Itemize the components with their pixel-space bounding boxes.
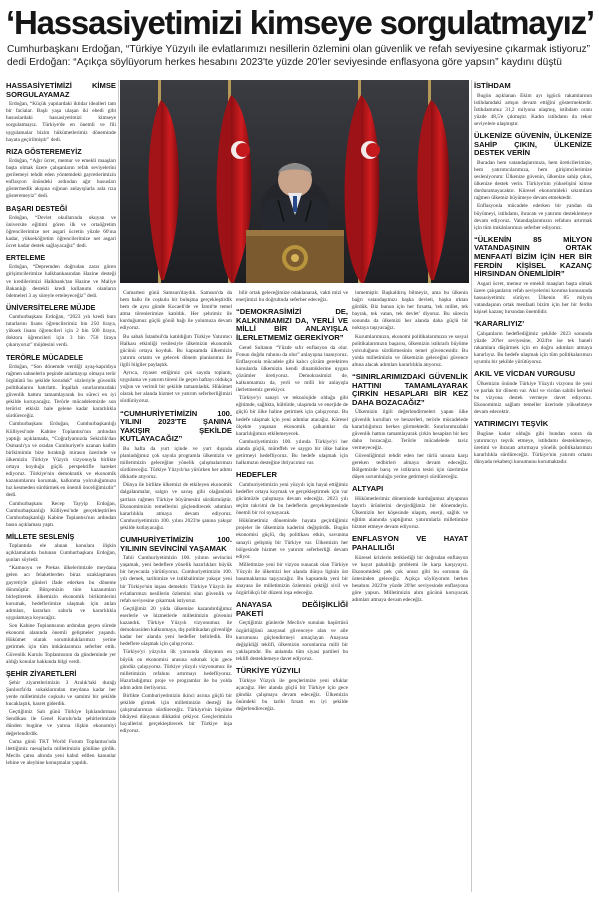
subheading: “CUMHURİYETİMİZİN 100. YILINI 2023'TE ŞANINA YAKIŞIR ŞEKİLDE KUTLAYACAĞIZ” — [120, 408, 232, 444]
subheading: YATIRIMCIYI TEŞVİK — [474, 419, 549, 429]
column-rule — [471, 80, 472, 892]
subheading: ANAYASA DEĞİŞİKLİĞİ PAKETİ — [236, 600, 348, 618]
paragraph: Erdoğan, “Devlet okullarında okuyan ve üniversite eğitimi gören ilk ve ortaöğretim öğrencilerimize net asgari ücretin yüzde 60'ına kadar, yükseköğretim öğrencilerimize net asgari ücret kadar destek sağlayacağız” dedi. — [6, 214, 116, 250]
paragraph: Dünya ile birlikte ülkemizi de etkileyen ekonomik dalgalanmalar, salgın ve savaş gibi olağanüstü şartlara rağmen Türkiye büyümesini sürdürmüştür. Ekonomimizin temellerini güçlendirecek adımları kararlılıkla atmaya devam ediyoruz. Cumhuriyetimizin 100. yılını 2023'te şanına yakışır şekilde kutlayacağız. — [120, 482, 232, 531]
subheading: HASSASİYETİMİZİ KİMSE SORGULAYAMAZ — [6, 81, 116, 99]
paragraph: Güvenliğimizi tehdit eden her türlü unsura karşı gereken tedbirleri almaya devam edeceğiz. Bölgemizde barış ve istikrarın tesisi için üzerimize düşen sorumluluğu yerine getirmeyi sürdüreceğiz. — [352, 452, 468, 481]
paragraph: Ülkemizin ilgili değerlendirmeleri yapan ülke güvenlik kurulları ve benzerleri, terörle mücadelede kararlılığımızı herkes görmektedir. Sınırlarımızdaki güvenlik hattını tamamlayarak çirkin hesapları bir kez daha bozacağız. Terörle mücadelede taviz vermeyeceğiz. — [352, 409, 468, 451]
paragraph: bilir ortak geleceğimize odaklanarak, vakti mizi ve enerjimizi bu doğrultuda seferber edeceğiz. — [236, 290, 348, 304]
paragraph: Birlikte Cumhuriyetimizin ikinci asrına güçlü bir şekilde girmek için milletimizin desteği ile çalışmalarımızı sürdüreceğiz. Türkiye'nin büyüme hikâyesi dünyanın dikkatini çekiyor. Gençlerimizin hayallerini gerçekleştirecek bir Türkiye inşa ediyoruz. — [120, 692, 232, 735]
photo-illustration — [120, 80, 469, 283]
paragraph: Toplantıda ele alınan konulara ilişkin açıklamalarda bulunan Cumhurbaşkanı Erdoğan, şunları söyledi: — [6, 543, 116, 564]
article-column-3 — [236, 290, 348, 892]
paragraph: Erdoğan, “Son dönemde verdiği ayaş-kapıldıya rağmen sahnelerin peşinde anlamayışı olmaya terör örgütünü bu şekilde koruduk” sözleriyle güvenlik politikalarını hatırlattı. İnşallah sınırlarımızdaki güvenlik hattını tamamlayarak bu süreci en iyi şekilde koruyacağız. Terörle mücadelemizde son terörist etkisiz hale gelene kadar kararlılıkla sürdüreceğiz. — [6, 363, 116, 420]
paragraph: Asgari ücret, memur ve emekli maaşları başta olmak üzere çalışanların refah seviyelerini koruma konusunda hassasiyetimiz sürüyor. Ülkenin 85 milyon vatandaşının ortak menfaati bizim için her bir ferdin kişisel kazanç hırsından önemlidir. — [474, 280, 592, 316]
paragraph: Türkiye Yüzyılı ile gençlerimize yeni ufuklar açacağız. Her alanda güçlü bir Türkiye için gece gündüz çalışmaya devam edeceğiz. Ülkemizin önündeki bu tarihi fırsatı en iyi şekilde değerlendireceğiz. — [236, 677, 348, 712]
subheading: RIZA GÖSTEREMEYİZ — [6, 146, 82, 156]
subheading: MİLLETE SESLENİŞ — [6, 531, 75, 541]
paragraph: Ülkemizin önünde Türkiye Yüzyılı vizyonu ile yeni ve parlak bir dönem var. Akıl ve vicdan sahibi herkesi bu vizyona destek vermeye davet ediyoruz. Ekonomimiz sağlam temeller üzerinde yükselmeye devam edecektir. — [474, 380, 592, 416]
subheading: TERÖRLE MÜCADELE — [6, 352, 84, 362]
subheading: HEDEFLER — [236, 470, 277, 480]
paragraph: Enflasyonla mücadele ederken bir yandan da büyümeyi, istihdamı, ihracatı ve yatırımı desteklemeye devam ediyoruz. Vatandaşlarımızın refahını artırmak için tüm imkânlarımızı seferber ediyoruz. — [474, 203, 592, 231]
paragraph: Genel Sultanın “Yüzde sıfır enflasyon da olur. Fonun doğdu ruhunu da olur” anlayışına inanıyoruz. Enflasyonla mücadele gibi kalıcı çözüm gerektiren konularda ülkemizin kendi dinamiklerine uygun çözümler üretiyoruz. Demokrasimizi de, kalkınmamızı da, yerli ve milli bir anlayışla ilerletmemiz gerekiyor. — [236, 344, 348, 394]
paragraph: Hükümetimiz döneminde hayata geçirdiğimiz projeler ile ülkemizin kaderini değiştirdik. Bugün ekonomisi güçlü, dış politikası etkin, savunma sanayii gelişmiş bir Türkiye var. Ülkemizin her bölgesinde hizmet ve yatırım seferberliği devam ediyor. — [236, 518, 348, 560]
paragraph: Cumartesi günü Samsun'daydık. Samsun'da da hem halkı ile coşkulu bir buluşma gerçekleştirdik hem de aynı günde Kocaeli'de ve İzmit'te temel atma törenlerimize katıldık. Her şehrimiz ile kurduğumuz güçlü gönül bağı ile yolumuza devam ediyoruz. — [120, 290, 232, 332]
paragraph: Erdoğan, “Depremden doğrudan zarar gören girişimcilerimize halkbankasından Hazine desteği ve kredilerimizi Halkbank'tan Hazine ve Maliye Bakanlığı destekli kredi kullanımı olanların ödemeleri 3 ay süreyle erteleyeceğiz” dedi. — [6, 264, 116, 299]
paragraph: Geçtiğimiz Salı günü Türkiye Işıklandırması Sendikası ile Genel Kurulu'nda şehirlerimizde dünden bugüne ve yarına ilişkin ekonomiyi değerlendirdik. — [6, 709, 116, 737]
paragraph: Küresel krizlerin tetiklediği bir doğrudan enflasyon ve hayat pahalılığı problemi ile karşı karşıyayız. Ekonomideki pek çok unsur gibi bu sorunun da üstesinden geleceğiz. Açıkça söylüyorum herkes hesabını 2023'te yüzde 20'ler seviyesinde enflasyona göre yapsın. Milletimizin alım gücünü koruyacak adımları atmaya devam edeceğiz. — [352, 554, 468, 604]
deck-text: Cumhurbaşkanı Erdoğan, “Türkiye Yüzyılı ile evlatlarımızı nesillerin özlemini olan güvenlik ve refah seviyesine çıkarmak istiyoruz” dedi Erdoğan: “Açıkça söylüyorum herkes hesabını 2023'te yüzde 20'ler seviyesinde enflasyona göre yapsın” kaydını düştü — [7, 44, 591, 68]
subheading: ŞEHİR ZİYARETLERİ — [6, 668, 77, 678]
subheading: TÜRKİYE YÜZYILI — [236, 666, 301, 675]
article-column-5 — [474, 78, 592, 892]
paragraph: Milletimize yeni bir vizyon sunacak olan Türkiye Yüzyılı ile ülkemizi her alanda dünya liginin üst basamaklarına taşıyacağız. Bu kapsamda yeni bir anayasa ile milletimizin özlemini çektiği sivil ve özgürlükçü bir düzeni inşa edeceğiz. — [236, 561, 348, 597]
subheading: ÜNİVERSİTELERE MÜJDE — [6, 302, 96, 312]
paragraph: Ayrıca, riyaset ettiğimiz çok sayıda toplantı, uygulama ve yatırım töreni ile geçen haftayı oldukça yoğun ve verimli bir şekilde tamamladık. Hükümet olarak her alanda hizmet ve yatırım seferberliğimizi sürdürüyoruz. — [120, 370, 232, 405]
subheading: İSTİHDAM — [474, 81, 511, 90]
paragraph: Cuma günü TKT World Forum Toplantısı'nda ilettiğimiz mesajlarla milletimizin gönlüne girdik. Meclis çatısı altında yeni kabul edilen kanunlar lehine ve aleyhine konuşmalar yapıldı. — [6, 738, 116, 766]
paragraph: Bugün açıklanan Ekim ayı işgücü rakamlarının istihdamdaki artışın devam ettiğini göstermektedir. İstihdamımız 31,2 milyona ulaşmış, istihdam oranı yüzde 48,5'e çıkmıştır. Kadın istihdamı da rekor seviyelere ulaşmıştır. — [474, 92, 592, 127]
subheading: ÜLKENİZE GÜVENİN, ÜLKENİZE SAHİP ÇIKIN, ÜLKENİZE DESTEK VERİN — [474, 131, 592, 158]
paragraph: Geçtiğimiz günlerde Meclis'e sunulan başörtüsü özgürlüğünü anayasal güvenceye alan ve aile kurumunu güçlendirmeyi amaçlayan Anayasa değişikliği teklifi, ülkemizin sorunlarına milli bir yaklaşımdır. Bu anlamda tüm siyasi partileri bu teklifi desteklemeye davet ediyoruz. — [236, 620, 348, 662]
article-column-4 — [352, 290, 468, 892]
paragraph: Şehir ziyaretlerimizin 3 Aralık'taki durağı Şanlıurfa'da sokaklarından meydana kadar her yerde milletimizle coşkulu ve samimi bir şekilde kucaklaştık, hasret giderdik. — [6, 679, 116, 708]
paragraph: Cumhurbaşkanı Recep Tayyip Erdoğan, Cumhurbaşkanlığı Külliyesi'nde gerçekleştirilen Cumhurbaşkanlığı Kabine Toplantısı'nın ardından basın açıklaması yaptı. — [6, 500, 116, 528]
subheading: ‘KARARLIYIZ’ — [474, 319, 525, 329]
subheading: ERTELEME — [6, 253, 46, 263]
paragraph: Hükümetlerimiz döneminde kurduğumuz altyapının hayırlı ürünlerini devşirdiğimiz bir dönemdeyiz. Ülkemizin her köşesinde ulaşım, enerji, sağlık ve eğitim alanında yaptığımız yatırımlarla milletimize hizmet etmeye devam ediyoruz. — [352, 495, 468, 531]
paragraph: Kurumlarımızın, ekonomi politikalarımızın ve sosyal politikalarımızın başarısı, ülkemizin istikrarlı büyüme yolculuğunu sürdürmesinin temel güvencesidir. Bu yolda milletimizin ve ülkemizin geleceğini güvence altına alacak adımları kararlılıkla atıyoruz. — [352, 333, 468, 368]
paragraph: Çalışanların hedeflediğimiz şekilde 2023 sonunda yüzde 20'ler seviyesine, 2024'te ise tek haneli rakamlara düşürmek için en doğru adımları atmaya kararlıyız. Bu hedefe ulaşmak için tüm politikalarımızı uyumlu bir şekilde yürütüyoruz. — [474, 330, 592, 366]
paragraph: Geçtiğimiz 20 yılda ülkemize kazandırdığımız eserlerle ve hizmetlerle milletimizin güvenini kazandık. Türkiye Yüzyılı vizyonumuz ile demokrasiden kalkınmaya, dış politikadan güvenliğe kadar her alanda yeni hedefler belirledik. Bu hedeflere ulaşmak için çalışıyoruz. — [120, 605, 232, 648]
subheading: CUMHURİYETİMİZİN 100. YILININ SEVİNCİNİ YAŞAMAK — [120, 535, 232, 553]
subheading: “ÜLKENİN 85 MİLYON VATANDAŞININ ORTAK MENFAATİ BİZİM İÇİN HER BİR FERDİN KİŞİSEL KAZANÇ HİRSINDAN ÖNEMLİDİR” — [474, 234, 592, 279]
subheading: BAŞARI DESTEĞİ — [6, 203, 68, 213]
subheading: “DEMOKRASİMİZİ DE, KALKINMAMIZI DA, YERLİ VE MİLLİ BİR ANLAYIŞLA İLERLETMEMİZ GEREKİYOR” — [236, 307, 348, 342]
paragraph: Bugüne kadar olduğu gibi bundan sonra da yatırımcıyı teşvik etmeye, istihdamı desteklemeye, üretimi ve ihracatı artırmaya yönelik politikalarımızı kararlılıkla sürdüreceğiz. Türkiye'nin yatırım ortamı dünyada rekabetçi konumunu korumaktadır. — [474, 430, 592, 466]
paragraph: Cumhuriyetimizin yeni yüzyılı için hayal ettiğimiz hedefler ortaya koymak ve gerçekleştirmek için var gücümüzle çalışmaya devam edeceğiz. 2023 yılı seçim takvimi de bu hedeflerin gerçekleşmesinde önemli bir rol oynayacak. — [236, 481, 348, 517]
paragraph: Cumhurbaşkanı Erdoğan, “2023 yılı kredi burs tutarlarını lisans öğrencilerimiz bin 250 liraya, yüksek lisans öğrencileri için 2 bin 500 liraya, doktora öğrencileri için 3 bin 750 liraya çıkarıyoruz” müjdesini verdi. — [6, 314, 116, 349]
paragraph: Tabii Cumhuriyetimizin 100. yılının sevincini yaşamak, yeni hedeflere yönelik hazırlıkları büyük bir heyecanla yürütüyoruz. Cumhuriyetimizin 100. yılı demek, tarihimize ve istikbalimize yakışır yeni bir Türkiye'nin inşası demektir. Türkiye Yüzyılı ile evlatlarımızı nesillerin özlemini olan güvenlik ve refah seviyesine çıkarmak istiyoruz. — [120, 555, 232, 604]
paragraph: Erdoğan, “Küçük yapılardaki iktidar idealleri tam bir facialar. Başlı yaşa ulaşan iki ebedi gibi hususlardaki hassasiyetimizi kimseye sorgulatmayız. Türkiye'de en önemli ve fili uygulamalar bizim hükümetlerimiz döneminde hayata geçirilmiştir” dedi. — [6, 101, 116, 143]
article-column-2 — [120, 290, 232, 892]
paragraph: Buradan hem vatandaşlarımıza, hem üreticilerimize, hem yatırımcılarımıza, hem girişimcilerimize sesleniyorum: Ülkenize güvenin, ülkenize sahip çıkın, ülkenize destek verin. Türkiye'nin yükselişini kimse durduramayacaktır. Küresel ekonomideki sıkıntılara rağmen ülkemiz büyümeye devam etmektedir. — [474, 159, 592, 202]
paragraph: Son Kabine Toplantısının ardından geçen sürede ekonomi alanında önemli gelişmeler yaşandı. Hükümet olarak sorumluluklarımızı yerine getirmek için tüm imkânlarımızı seferber ettik. Güvenlik Kurulu Toplantısının da gündeminde yer aldığı konular hakkında bilgi verdi. — [6, 623, 116, 665]
paragraph: Erdoğan, “Ağır ücret, memur ve emekli maaşları başta olmak üzere çalışanların refah seviyelerini gerilemeyi tehdit eden yöntemdeki gayretlerimizin enflasyon önündeki ardından ağır hususları göstermedik akışına sığınan anlayışlarla asla rıza gösteremeyiz” dedi. — [6, 157, 116, 200]
paragraph: Cumhuriyetimizin 100. yılında Türkiye'yi her alanda güçlü, müreffeh ve saygın bir ülke haline getirmeyi hedefliyoruz. Bu hedefe ulaşmak için halkımızın desteğine ihtiyacımız var. — [236, 438, 348, 467]
article-column-1 — [6, 78, 116, 892]
subheading: AKIL VE VİCDAN VURGUSU — [474, 369, 576, 379]
paragraph: Bu hafta da yurt içinde ve yurt dışında planladığımız çok sayıda programla ülkemizin ve milletimizin geleceğine yönelik çalışmalarımızı sürdüreceğiz. Türkiye Yüzyılı'na yürürken her adımı dikkatle atıyoruz. — [120, 445, 232, 481]
paragraph: Cumhurbaşkanı Erdoğan, Cumhurbaşkanlığı Külliyesi'nde Kabine Toplantısı'nın ardından yaptığı açıklamada, “Coğrafyamızda Sekizlik'dan Osmanlı'ya ve oradan Cumhuriyet'e uzanan kadim birikimimin bize bıraktığı mirasın üzerinde ve ülkemizin Türkiye Yüzyılı vizyonuyla birlikte ortaya koyduğu güçlü perspektifle hareket ediyoruz. Türkiye'nin demokratik ve ekonomik kazanımlarını korumak, kalkınma yolculuğumuzu hız kesmeden sürdürmek en önemli önceliğimizdir” dedi. — [6, 421, 116, 499]
subheading: “SINIRLARIMIZDAKİ GÜVENLİK HATTINI TAMAMLAYARAK ÇIRKİN HESAPLARI BİR KEZ DAHA BOZACAĞIZ” — [352, 372, 468, 407]
paragraph: Bu sabah İstanbul'da katıldığım Türkiye Yatırımcı Halkası etkinliği vesilesiyle ülkemizin ekonomik gücünü ortaya koyduk. Bu kapsamda ülkemizin yatırım ortamı ve gelecek dönem planlarımız ile ilgili bilgiler paylaştık. — [120, 333, 232, 368]
paragraph: Türkiye'yi sanayi ve teknolojide olduğu gibi eğitimde, sağlıkta, kültürde, ulaşımda ve enerjide de güçlü bir ülke haline getirmek için çalışıyoruz. Bu hedefe ulaşmak için yeni adımlar atacağız. Küresel ölçekte yaşanan ekonomik çalkantılar da kararlılığımızı etkilemeyecek. — [236, 395, 348, 437]
column-rule — [118, 80, 119, 892]
headline: ‘Hassasiyetimizi kimseye sorgulatmayız’ — [6, 4, 594, 41]
paragraph: Türkiye'yi yüzyılın ilk yarısında dünyanın en büyük on ekonomisi arasına sokmak için gece gündüz çalışıyoruz. Türkiye yüzyılı vizyonumuz ile milletimizin refahını artırmayı hedefliyoruz. Hazırladığımız proje ve programlar ile bu yolda adım adım ilerliyoruz. — [120, 649, 232, 691]
subheading: ALTYAPI — [352, 484, 384, 494]
subheading: ENFLASYON VE HAYAT PAHALILIĞI — [352, 534, 468, 552]
paragraph: “Kamuoyu ve Prekas ülkelerimizde meydana gelen acı felaketlerden biraz uzaklaşmanın gayretiyle günleri ifade ederken bu döneme dönmüştür. Bütçemizin tüm kazanımları birleştirerek ülkemizin ekonomik birikimlerini korumak, hedeflerimize ulaşmak için atılan adımları, kararları sabırla ve kararlılıkla uygulamaya koyacağız. — [6, 565, 116, 622]
paragraph: inmemiştir. Başkaldırış bilmeyiz, ama bu ülkenin bağrı vatandaşımızı başka devleti, başka ırktan gördük. Biz bunun için her fırsatta, 'tek millet, tek bayrak, tek vatan, tek devlet' diyoruz. Bu sürecin sonunda da ülkemizi her alanda daha güçlü bir noktaya taşıyacağız. — [352, 290, 468, 332]
press-conference-photo — [120, 80, 469, 283]
